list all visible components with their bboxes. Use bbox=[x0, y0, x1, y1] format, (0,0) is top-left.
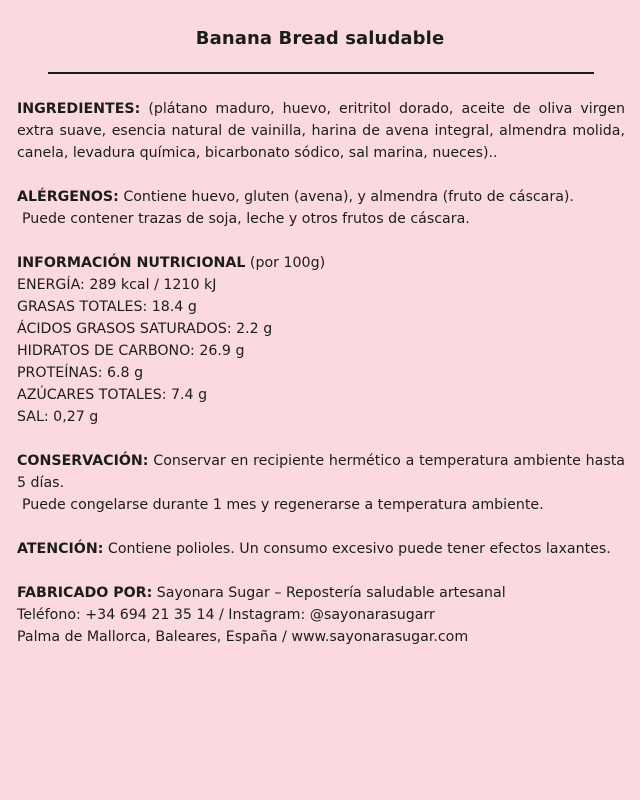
nutrition-row-saturated-fat: ÁCIDOS GRASOS SATURADOS: 2.2 g bbox=[17, 321, 273, 337]
allergens-section bbox=[17, 186, 625, 230]
allergens-text: Contiene huevo, gluten (avena), y almendra (fruto de cáscara). bbox=[118, 189, 574, 205]
title-divider bbox=[48, 72, 594, 74]
label-content bbox=[17, 98, 625, 670]
manufacturer-label: FABRICADO POR: bbox=[17, 585, 153, 601]
attention-section bbox=[17, 538, 625, 560]
ingredients-text: (plátano maduro, huevo, eritritol dorado, aceite de oliva virgen extra suave, esencia natural de vainilla, harina de avena integral, almendra molida, canela, levadura química, bicarbonato sódico, sal marina, nueces).. bbox=[17, 101, 625, 161]
nutrition-row-fat: GRASAS TOTALES: 18.4 g bbox=[17, 299, 197, 315]
ingredients-section bbox=[17, 98, 625, 164]
manufacturer-section bbox=[17, 582, 625, 648]
nutrition-row-carbohydrates: HIDRATOS DE CARBONO: 26.9 g bbox=[17, 343, 245, 359]
manufacturer-address: Palma de Mallorca, Baleares, España / www.sayonarasugar.com bbox=[17, 629, 469, 645]
conservation-label: CONSERVACIÓN: bbox=[17, 453, 149, 469]
conservation-text: Conservar en recipiente hermético a temperatura ambiente hasta 5 días. bbox=[17, 453, 625, 491]
nutrition-row-protein: PROTEÍNAS: 6.8 g bbox=[17, 365, 144, 381]
nutrition-row-sugars: AZÚCARES TOTALES: 7.4 g bbox=[17, 387, 208, 403]
allergens-label: ALÉRGENOS: bbox=[17, 189, 119, 205]
allergens-traces: Puede contener trazas de soja, leche y otros frutos de cáscara. bbox=[22, 211, 470, 227]
nutrition-note: (por 100g) bbox=[245, 255, 326, 271]
conservation-freezing: Puede congelarse durante 1 mes y regenerarse a temperatura ambiente. bbox=[22, 497, 544, 513]
ingredients-label: INGREDIENTES: bbox=[17, 101, 141, 117]
nutrition-section bbox=[17, 252, 625, 428]
attention-label: ATENCIÓN: bbox=[17, 541, 104, 557]
nutrition-label: INFORMACIÓN NUTRICIONAL bbox=[17, 255, 246, 271]
attention-text: Contiene polioles. Un consumo excesivo puede tener efectos laxantes. bbox=[103, 541, 611, 557]
nutrition-row-energy: ENERGÍA: 289 kcal / 1210 kJ bbox=[17, 277, 217, 293]
manufacturer-contact: Teléfono: +34 694 21 35 14 / Instagram: @sayonarasugarr bbox=[17, 607, 435, 623]
conservation-section bbox=[17, 450, 625, 516]
product-title: Banana Bread saludable bbox=[195, 28, 445, 49]
nutrition-row-salt: SAL: 0,27 g bbox=[17, 409, 99, 425]
manufacturer-name: Sayonara Sugar – Repostería saludable artesanal bbox=[152, 585, 506, 601]
